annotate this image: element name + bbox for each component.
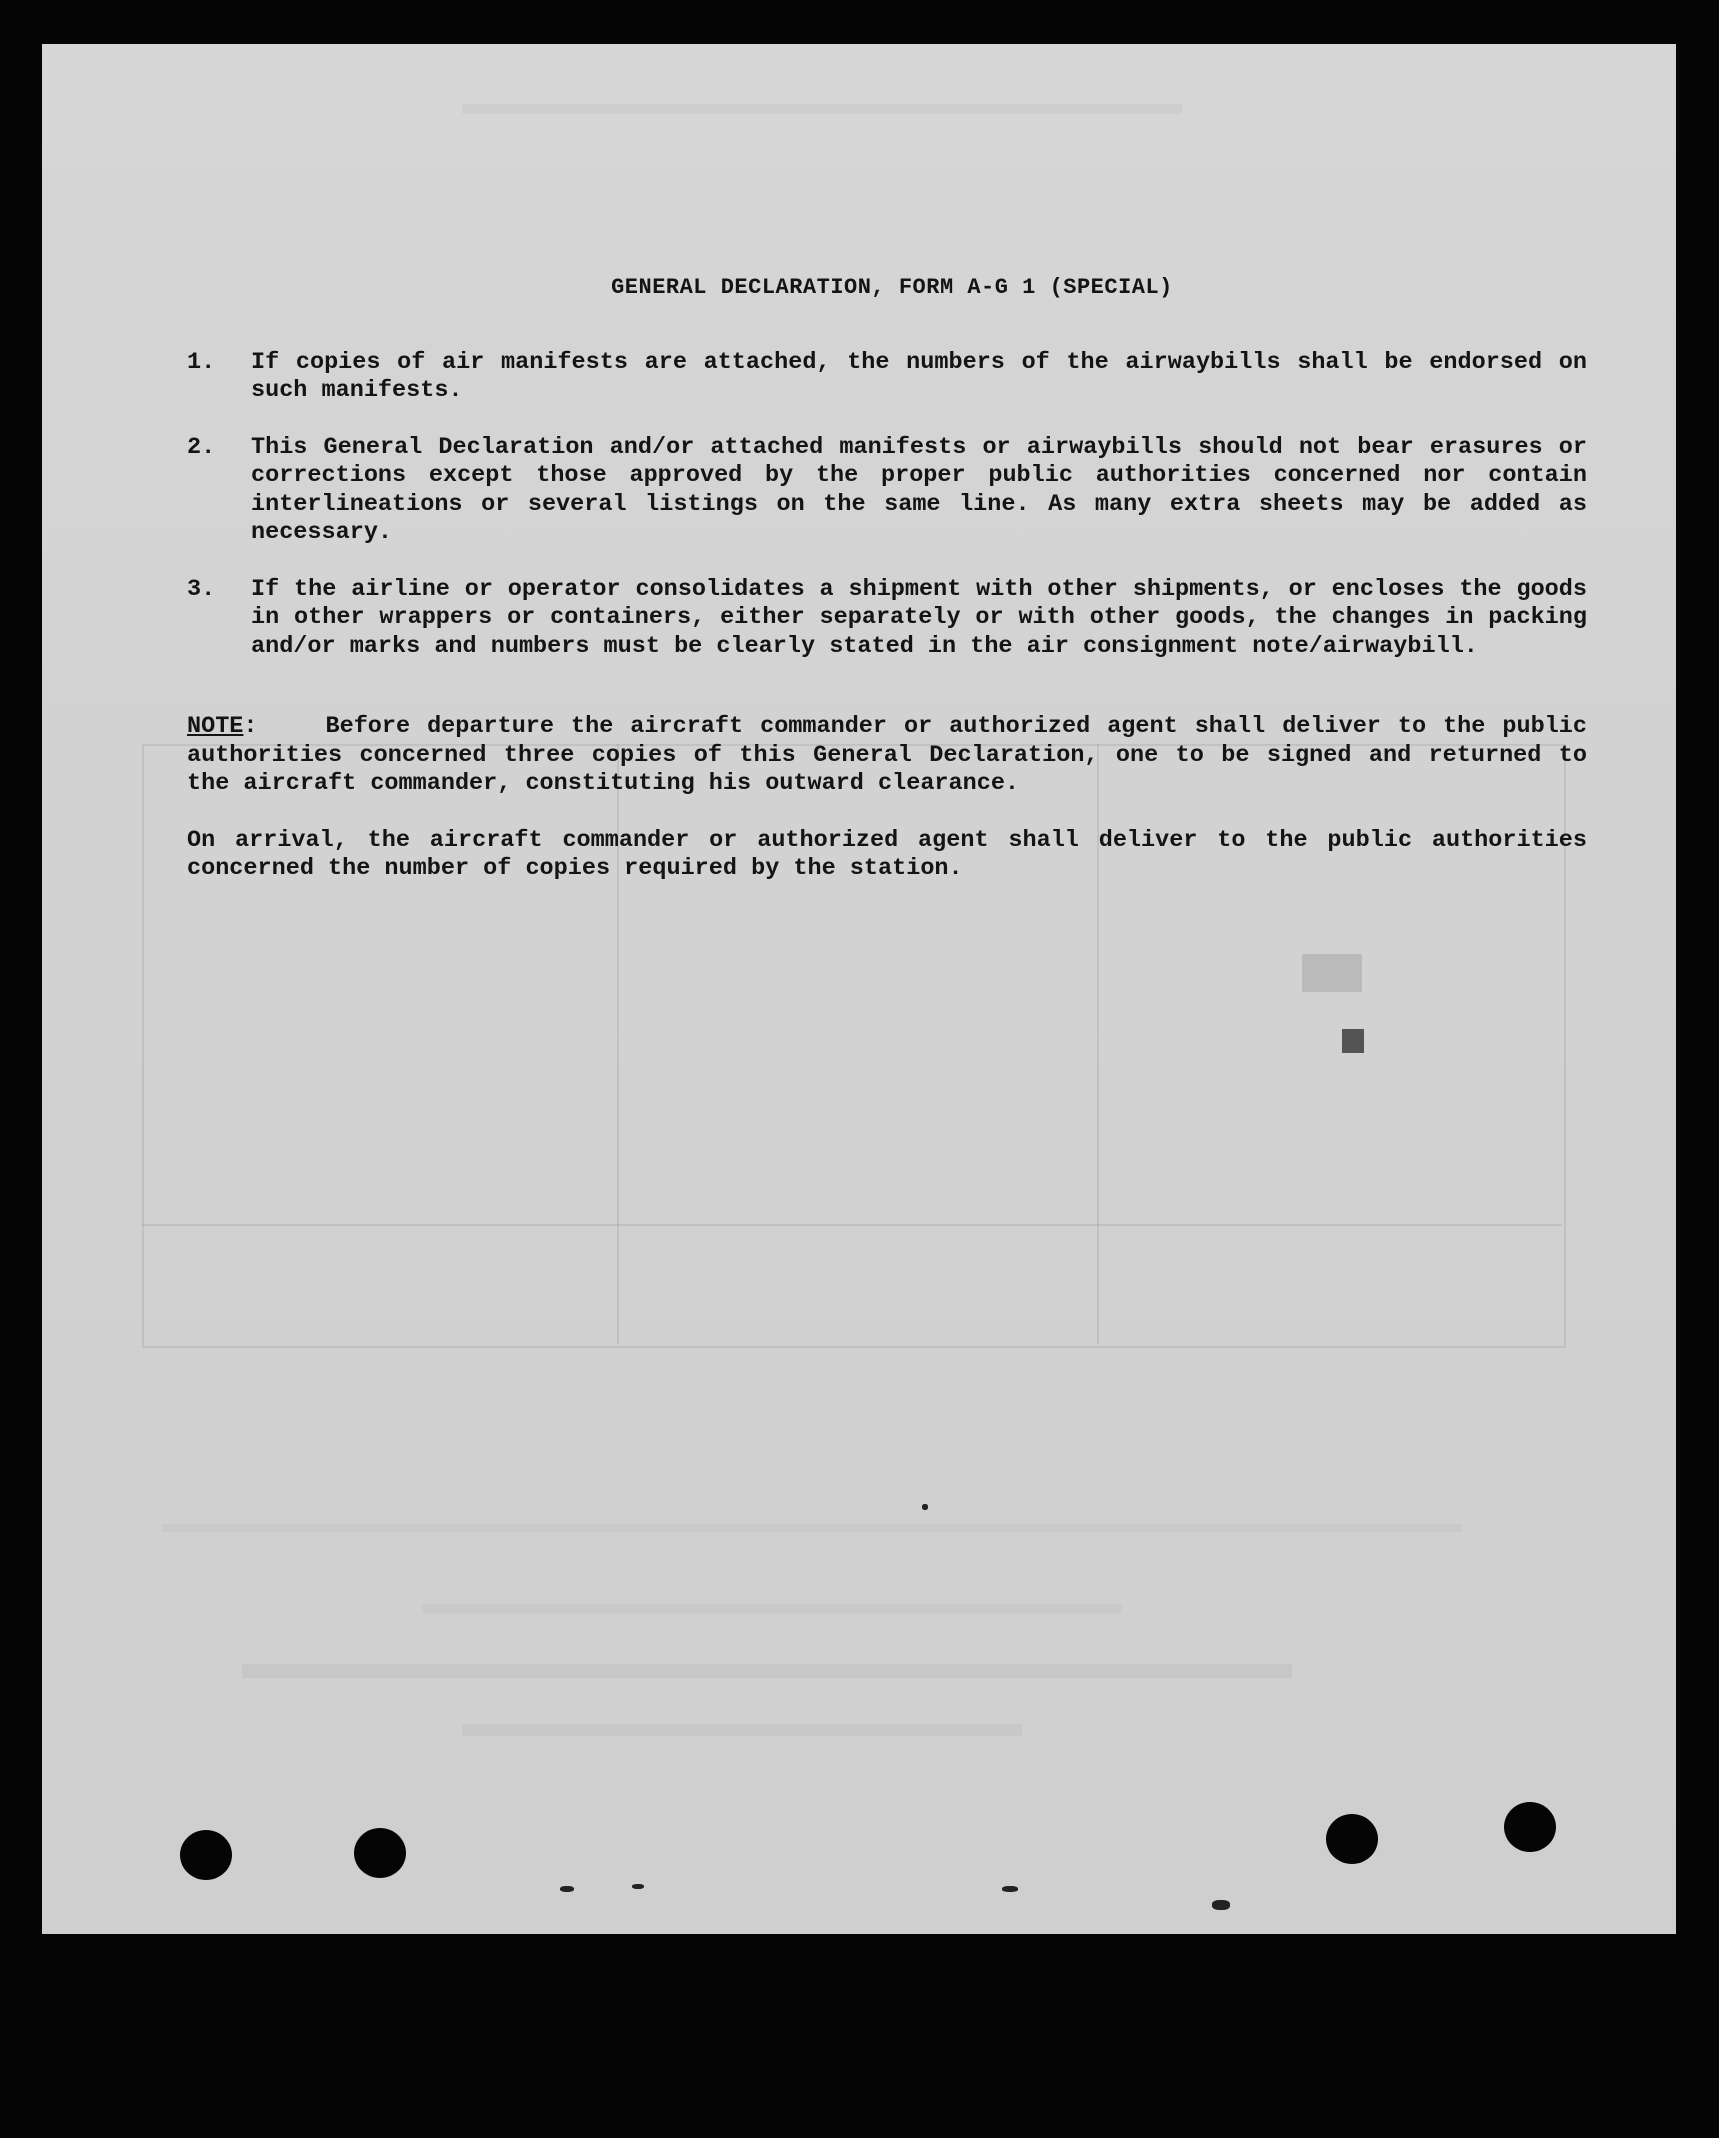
bleed-through-line <box>142 1224 1562 1226</box>
instruction-item-1 <box>187 349 1587 406</box>
item-text: This General Declaration and/or attached manifests or airwaybills should not bear erasures or corrections except those approved by the proper public authorities concerned nor contain interlineations or several listings on the same line. As many extra sheets may be added as necessary. <box>251 433 1587 546</box>
item-text: If copies of air manifests are attached, the numbers of the airwaybills shall be endorsed on such manifests. <box>251 348 1587 404</box>
instruction-item-2 <box>187 434 1587 548</box>
note-label: NOTE <box>187 713 244 740</box>
faint-stamp-mark <box>1302 954 1362 992</box>
item-number: 1. <box>187 348 216 376</box>
punch-hole <box>1326 1814 1378 1864</box>
speck <box>632 1884 644 1889</box>
bleed-through-line <box>462 104 1182 114</box>
document-page <box>42 44 1676 1934</box>
document-title: GENERAL DECLARATION, FORM A-G 1 (SPECIAL) <box>611 275 1173 300</box>
punch-hole <box>354 1828 406 1878</box>
note-text: Before departure the aircraft commander or authorized agent shall deliver to the public authorities concerned three copies of this General Declaration, one to be signed and returned to the aircraft commander, constituting his outward clearance. <box>187 713 1587 797</box>
bleed-through-line <box>462 1724 1022 1736</box>
arrival-paragraph: On arrival, the aircraft commander or authorized agent shall deliver to the public authorities concerned the number of copies required by the station. <box>187 826 1587 882</box>
declaration-text-block <box>187 274 1587 884</box>
note-separator: : <box>243 713 258 740</box>
faint-stamp-mark <box>1342 1029 1364 1053</box>
speck <box>560 1886 574 1892</box>
bleed-through-line <box>242 1664 1292 1678</box>
speck <box>1002 1886 1018 1892</box>
speck <box>922 1504 928 1510</box>
bleed-through-line <box>162 1524 1462 1532</box>
item-text: If the airline or operator consolidates a shipment with other shipments, or encloses the goods in other wrappers or containers, either separately or with other goods, the changes in packing and/or marks and numbers must be clearly stated in the air consignment note/airwaybill. <box>251 575 1587 660</box>
item-number: 2. <box>187 433 216 461</box>
punch-hole <box>1504 1802 1556 1852</box>
speck <box>1212 1900 1230 1910</box>
note-paragraph <box>187 713 1587 799</box>
punch-hole <box>180 1830 232 1880</box>
bleed-through-line <box>422 1604 1122 1614</box>
instruction-item-3 <box>187 576 1587 662</box>
item-number: 3. <box>187 575 216 603</box>
